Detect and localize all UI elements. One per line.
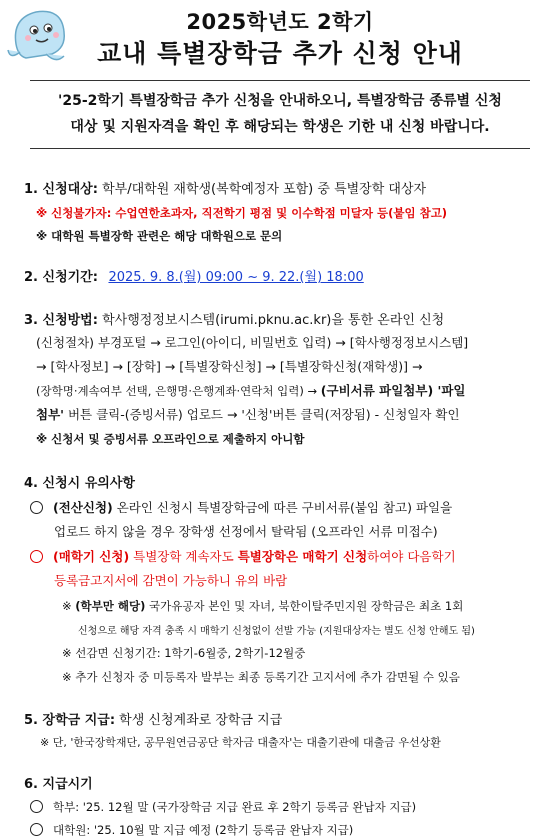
title-line-2: 교내 특별장학금 추가 신청 안내 <box>97 39 463 68</box>
section-6-line-2 <box>30 822 353 838</box>
section-1-note-2: ※ 대학원 특별장학 관련은 해당 대학원으로 문의 <box>36 229 283 243</box>
section-4-point-2a: (매학기 신청) <box>53 549 130 564</box>
section-6-line-2-text: 대학원: '25. 10월 말 지급 예정 (2학기 등록금 완납자 지급) <box>53 823 354 837</box>
section-1-note-1: ※ 신청불가자: 수업연한초과자, 직전학기 평점 및 이수학점 미달자 등(붙임 참고) <box>36 206 448 220</box>
circle-bullet-icon <box>30 823 43 836</box>
section-5-note: ※ 단, '한국장학재단, 공무원연금공단 학자금 대출자'는 대출기관에 대출금 우선상환 <box>40 736 441 749</box>
section-5 <box>24 709 282 728</box>
section-3-line-2: (신청절차) 부경포털 → 로그인(아이디, 비밀번호 입력) → [학사행정정보시스템] <box>36 335 469 350</box>
circle-bullet-icon <box>30 800 43 813</box>
section-4-note-1d: 신청으로 해당 자격 충족 시 매학기 신청없이 선발 가능 (지원대상자는 별도 신청 안해도 됨) <box>78 626 475 637</box>
section-3-line-1: 학사행정정보시스템(irumi.pknu.ac.kr)을 통한 온라인 신청 <box>97 313 445 328</box>
section-4-point-1b: 온라인 신청시 특별장학금에 따른 구비서류(붙임 참고) 파일을 <box>112 500 453 515</box>
section-4-point-1a: (전산신청) <box>53 500 113 515</box>
section-4-point-2e: 등록금고지서에 감면이 가능하니 유의 바람 <box>54 573 288 588</box>
section-4-point-2b: 특별장학 계속자도 <box>129 549 238 564</box>
section-3-line-5a: 첨부' <box>36 407 64 422</box>
section-3-heading: 3. 신청방법: <box>24 313 98 328</box>
intro-line-2: 대상 및 지원자격을 확인 후 해당되는 학생은 기한 내 신청 바랍니다. <box>70 119 490 135</box>
section-3-line-3: → [학사정보] → [장학] → [특별장학신청] → [특별장학신청(재학생)] → <box>36 359 423 374</box>
section-1-text: 학부/대학원 재학생(복학예정자 포함) 중 특별장학 대상자 <box>97 182 427 197</box>
section-4-point-1 <box>30 498 452 516</box>
section-4-point-2d: 하여야 다음학기 <box>367 549 456 564</box>
section-6-line-1-text: 학부: '25. 12월 말 (국가장학금 지급 완료 후 2학기 등록금 완납자 지급) <box>53 800 417 814</box>
section-3-line-4b: (구비서류 파일첨부) '파일 <box>320 383 466 398</box>
section-1-heading: 1. 신청대상: <box>24 182 98 197</box>
section-4-note-2: ※ 선감면 신청기간: 1학기-6월중, 2학기-12월중 <box>62 646 306 660</box>
section-6-heading: 6. 지급시기 <box>24 777 93 792</box>
section-4-point-2c: 특별장학은 매학기 신청 <box>237 549 368 564</box>
section-3 <box>24 309 444 328</box>
circle-bullet-icon <box>30 501 43 514</box>
divider-bottom <box>30 148 530 149</box>
title-line-1: 2025학년도 2학기 <box>186 10 374 34</box>
section-4-heading: 4. 신청시 유의사항 <box>24 476 135 491</box>
intro-text <box>30 88 530 140</box>
section-5-heading: 5. 장학금 지급: <box>24 713 116 728</box>
section-4-note-1 <box>62 598 463 614</box>
section-1 <box>24 178 426 197</box>
section-4-note-3: ※ 추가 신청자 중 미등록자 발부는 최종 등록기간 고지서에 추가 감면될 수 있음 <box>62 670 460 684</box>
section-2-period: 2025. 9. 8.(월) 09:00 ~ 9. 22.(월) 18:00 <box>108 270 364 285</box>
section-4-note-1c: 국가유공자 본인 및 자녀, 북한이탈주민지원 장학금은 최초 1회 <box>145 599 464 613</box>
section-3-note: ※ 신청서 및 증빙서류 오프라인으로 제출하지 아니함 <box>36 432 305 446</box>
section-6-line-1 <box>30 799 416 815</box>
divider-top <box>30 80 530 81</box>
section-3-line-4a: (장학명·계속여부 선택, 은행명·은행계좌·연락처 입력) → <box>36 384 321 398</box>
section-3-line-4 <box>36 381 466 399</box>
section-4-point-2 <box>30 547 456 565</box>
section-3-line-5 <box>36 405 460 423</box>
section-3-line-5b: 버튼 클릭-(증빙서류) 업로드 → '신청'버튼 클릭(저장됨) - 신청일자 확인 <box>63 407 460 422</box>
circle-bullet-icon <box>30 550 43 563</box>
section-4-note-1b: (학부만 해당) <box>75 599 146 613</box>
section-2 <box>24 266 364 285</box>
section-4-note-1a: ※ <box>62 599 76 613</box>
section-4-point-1c: 업로드 하지 않을 경우 장학생 선정에서 탈락됨 (오프라인 서류 미접수) <box>54 524 438 539</box>
section-2-heading: 2. 신청기간: <box>24 270 98 285</box>
section-5-text: 학생 신청계좌로 장학금 지급 <box>115 713 283 728</box>
intro-line-1: '25-2학기 특별장학금 추가 신청을 안내하오니, 특별장학금 종류별 신청 <box>58 93 502 109</box>
